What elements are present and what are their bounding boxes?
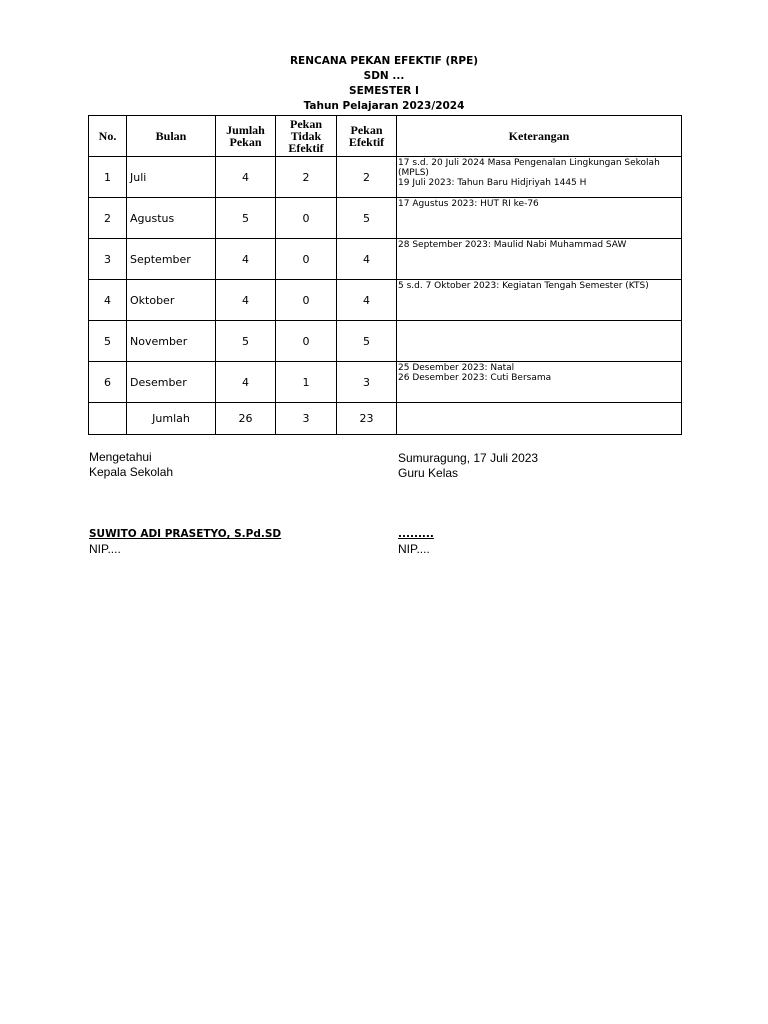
header-pekan-efektif <box>337 116 397 157</box>
table-row <box>89 280 682 321</box>
cell-no: 2 <box>89 198 127 239</box>
teacher-name: ......... <box>398 528 434 540</box>
cell-bulan: September <box>127 239 216 280</box>
header-keterangan: Keterangan <box>397 116 682 157</box>
total-keterangan <box>397 403 682 435</box>
cell-jumlah-pekan: 5 <box>216 321 276 362</box>
cell-no: 3 <box>89 239 127 280</box>
signature-right-name-block <box>398 527 434 557</box>
header-efektif-line2: Efektif <box>348 135 385 149</box>
keterangan-line: 17 Agustus 2023: HUT RI ke-76 <box>398 199 539 209</box>
table-row <box>89 362 682 403</box>
cell-jumlah-pekan: 4 <box>216 280 276 321</box>
right-role: Guru Kelas <box>398 466 459 480</box>
cell-pekan-tidak-efektif: 1 <box>276 362 337 403</box>
cell-keterangan <box>397 321 682 362</box>
header-no: No. <box>89 116 127 157</box>
keterangan-line: 19 Juli 2023: Tahun Baru Hidjriyah 1445 H <box>398 178 587 188</box>
cell-pekan-tidak-efektif: 0 <box>276 239 337 280</box>
cell-no: 1 <box>89 157 127 198</box>
signature-left <box>89 450 173 480</box>
cell-pekan-tidak-efektif: 0 <box>276 321 337 362</box>
rpe-table <box>88 115 682 435</box>
cell-pekan-tidak-efektif: 0 <box>276 280 337 321</box>
table-header-row <box>89 116 682 157</box>
cell-jumlah-pekan: 4 <box>216 157 276 198</box>
total-no-cell <box>89 403 127 435</box>
cell-keterangan <box>397 198 682 239</box>
table-row <box>89 321 682 362</box>
cell-pekan-efektif: 4 <box>337 280 397 321</box>
cell-no: 6 <box>89 362 127 403</box>
signature-left-name-block <box>89 527 281 557</box>
header-bulan: Bulan <box>127 116 216 157</box>
title-school: SDN ... <box>363 70 405 82</box>
title-semester: SEMESTER I <box>349 85 419 97</box>
cell-pekan-efektif: 3 <box>337 362 397 403</box>
total-efektif: 23 <box>337 403 397 435</box>
keterangan-line: 25 Desember 2023: Natal <box>398 363 515 373</box>
teacher-nip: NIP.... <box>398 542 430 556</box>
header-efektif-line1: Pekan <box>350 123 383 137</box>
title-rpe: RENCANA PEKAN EFEKTIF (RPE) <box>289 55 479 67</box>
cell-bulan: November <box>127 321 216 362</box>
total-jumlah: 26 <box>216 403 276 435</box>
cell-keterangan <box>397 157 682 198</box>
cell-jumlah-pekan: 4 <box>216 362 276 403</box>
headmaster-name: SUWITO ADI PRASETYO, S.Pd.SD <box>89 528 282 540</box>
header-tidak-line3: Efektif <box>288 141 324 155</box>
keterangan-line: 5 s.d. 7 Oktober 2023: Kegiatan Tengah Semester (KTS) <box>398 281 649 291</box>
table-row <box>89 239 682 280</box>
header-pekan-tidak-efektif <box>276 116 337 157</box>
cell-pekan-efektif: 5 <box>337 321 397 362</box>
total-tidak-efektif: 3 <box>276 403 337 435</box>
cell-pekan-tidak-efektif: 0 <box>276 198 337 239</box>
header-tidak-line2: Tidak <box>290 129 322 143</box>
keterangan-line: 28 September 2023: Maulid Nabi Muhammad SAW <box>398 240 627 250</box>
table-row <box>89 198 682 239</box>
cell-pekan-efektif: 2 <box>337 157 397 198</box>
headmaster-nip: NIP.... <box>89 542 121 556</box>
cell-pekan-efektif: 4 <box>337 239 397 280</box>
cell-bulan: Juli <box>127 157 216 198</box>
cell-bulan: Desember <box>127 362 216 403</box>
cell-bulan: Oktober <box>127 280 216 321</box>
cell-keterangan <box>397 239 682 280</box>
keterangan-line: 26 Desember 2023: Cuti Bersama <box>398 373 552 383</box>
left-mengetahui: Mengetahui <box>89 450 152 464</box>
right-place-date: Sumuragung, 17 Juli 2023 <box>398 451 539 465</box>
cell-pekan-efektif: 5 <box>337 198 397 239</box>
keterangan-line: 17 s.d. 20 Juli 2024 Masa Pengenalan Lingkungan Sekolah (MPLS) <box>398 158 660 178</box>
table-total-row <box>89 403 682 435</box>
table-row <box>89 157 682 198</box>
header-jumlah-line2: Pekan <box>229 135 262 149</box>
left-role: Kepala Sekolah <box>89 465 174 479</box>
cell-no: 4 <box>89 280 127 321</box>
cell-keterangan <box>397 280 682 321</box>
header-jumlah-pekan <box>216 116 276 157</box>
cell-keterangan <box>397 362 682 403</box>
title-year: Tahun Pelajaran 2023/2024 <box>303 100 465 112</box>
cell-no: 5 <box>89 321 127 362</box>
header-tidak-line1: Pekan <box>289 117 322 131</box>
total-label: Jumlah <box>127 403 216 435</box>
signature-right <box>398 451 538 481</box>
header-jumlah-line1: Jumlah <box>226 123 265 137</box>
cell-bulan: Agustus <box>127 198 216 239</box>
cell-jumlah-pekan: 4 <box>216 239 276 280</box>
document-title <box>0 54 768 114</box>
cell-pekan-tidak-efektif: 2 <box>276 157 337 198</box>
cell-jumlah-pekan: 5 <box>216 198 276 239</box>
